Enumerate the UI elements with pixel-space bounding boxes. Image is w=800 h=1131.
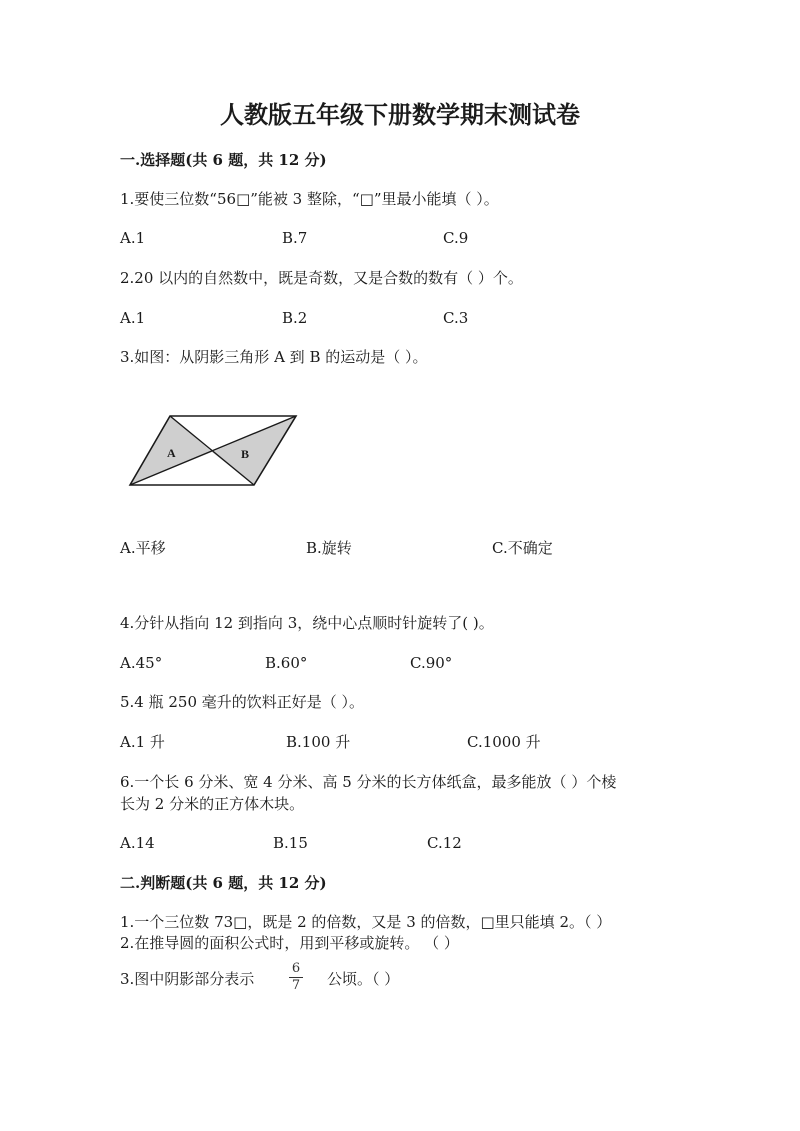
question-2-option-b: B.2: [282, 309, 308, 327]
question-6-stem-line-2: 长为 2 分米的正方体木块。: [120, 795, 305, 813]
question-3-option-a: A.平移: [120, 539, 166, 557]
question-4-stem: 4.分针从指向 12 到指向 3，绕中心点顺时针旋转了( )。: [120, 614, 494, 632]
question-4-option-c: C.90°: [410, 654, 453, 672]
question-5-option-a: A.1 升: [120, 733, 165, 751]
judgement-item-1: 1.一个三位数 73□，既是 2 的倍数，又是 3 的倍数，□里只能填 2。（ ）: [120, 913, 612, 931]
question-2-stem: 2.20 以内的自然数中，既是奇数，又是合数的数有（ ）个。: [120, 269, 523, 287]
shaded-triangle-b: [212, 416, 296, 485]
judgement-item-3-prefix: 3.图中阴影部分表示: [120, 970, 255, 988]
question-1-option-c: C.9: [443, 229, 469, 247]
question-6-option-b: B.15: [273, 834, 308, 852]
question-6-option-a: A.14: [120, 834, 155, 852]
judgement-item-3-suffix: 公顷。（ ）: [327, 970, 400, 988]
question-5-option-b: B.100 升: [286, 733, 351, 751]
question-3-option-b: B.旋转: [306, 539, 352, 557]
question-1-option-a: A.1: [120, 229, 146, 247]
question-4-option-a: A.45°: [120, 654, 163, 672]
question-5-stem: 5.4 瓶 250 毫升的饮料正好是（ ）。: [120, 693, 365, 711]
question-3-option-c: C.不确定: [492, 539, 553, 557]
fraction-denominator: 7: [291, 978, 301, 993]
question-1-option-b: B.7: [282, 229, 308, 247]
page-title: 人教版五年级下册数学期末测试卷: [220, 100, 580, 129]
question-4-option-b: B.60°: [265, 654, 308, 672]
section-heading-choice: 一.选择题(共 6 题，共 12 分): [120, 151, 327, 169]
question-6-option-c: C.12: [427, 834, 462, 852]
question-2-option-c: C.3: [443, 309, 469, 327]
question-3-stem: 3.如图：从阴影三角形 A 到 B 的运动是（ ）。: [120, 348, 428, 366]
question-2-option-a: A.1: [120, 309, 146, 327]
question-5-option-c: C.1000 升: [467, 733, 541, 751]
judgement-item-2: 2.在推导圆的面积公式时，用到平移或旋转。 （ ）: [120, 934, 459, 952]
parallelogram-figure: [126, 410, 306, 494]
question-1-stem: 1.要使三位数“56□”能被 3 整除，“□”里最小能填（ ）。: [120, 190, 499, 208]
section-heading-judgement: 二.判断题(共 6 题，共 12 分): [120, 874, 327, 892]
triangle-label-a: A: [167, 446, 176, 460]
fraction-six-sevenths: [289, 962, 303, 993]
triangle-label-b: B: [241, 447, 250, 461]
question-6-stem-line-1: 6.一个长 6 分米、宽 4 分米、高 5 分米的长方体纸盒，最多能放（ ）个棱: [120, 773, 617, 791]
fraction-numerator: 6: [291, 961, 301, 976]
